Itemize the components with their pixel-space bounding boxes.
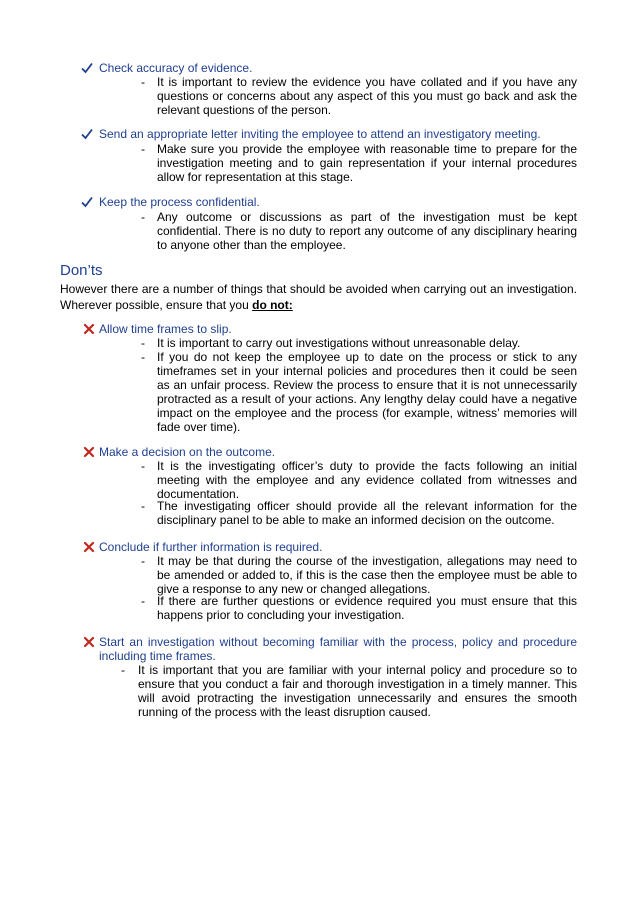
cross-mark-icon <box>83 323 95 335</box>
dont-item-point: If there are further questions or evidence required you must ensure that this happens prior to concluding your investigation. <box>157 594 577 622</box>
dont-item-title: Allow time frames to slip. <box>99 322 232 336</box>
dont-item-point: If you do not keep the employee up to date on the process or stick to any timeframes set in your internal policies and procedures then it could be seen as an unfair process. Review the process to ensure that it is not unnecessarily protracted as a result of your actions. Any lengthy delay could have a negative impact on the employee and the process (for example, witness’ memories will fade over time). <box>157 350 577 434</box>
dont-item-title: Make a decision on the outcome. <box>99 445 276 459</box>
dont-item-title: Conclude if further information is required. <box>99 540 323 554</box>
do-item-title: Check accuracy of evidence. <box>99 61 253 75</box>
do-item-title: Keep the process confidential. <box>99 195 260 209</box>
check-mark-icon <box>80 61 94 75</box>
do-item-point: Any outcome or discussions as part of the investigation must be kept confidential. There is no duty to report any outcome of any disciplinary hearing to anyone other than the employee. <box>157 210 577 252</box>
check-mark-icon <box>80 127 94 141</box>
dash-bullet: - <box>141 336 145 350</box>
donts-intro-emphasis: do not: <box>252 298 293 312</box>
dash-bullet: - <box>141 142 145 156</box>
dont-item-title: Start an investigation without becoming familiar with the process, policy and procedure including time frames. <box>99 635 577 663</box>
dash-bullet: - <box>141 554 145 568</box>
dash-bullet: - <box>141 594 145 608</box>
donts-intro: However there are a number of things that should be avoided when carrying out an investigation. Wherever possible, ensure that you do not: <box>60 282 577 312</box>
dash-bullet: - <box>141 210 145 224</box>
dash-bullet: - <box>141 75 145 89</box>
dont-item-point: It is important that you are familiar with your internal policy and procedure so to ensure that you conduct a fair and thorough investigation in a timely manner. This will avoid protracting the investigation unnecessarily and ensures the smooth running of the process with the least disruption caused. <box>138 663 577 719</box>
cross-mark-icon <box>83 446 95 458</box>
dash-bullet: - <box>141 350 145 364</box>
cross-mark-icon <box>83 636 95 648</box>
dash-bullet: - <box>141 499 145 513</box>
do-item-point: It is important to review the evidence you have collated and if you have any questions or concerns about any aspect of this you must go back and ask the relevant questions of the person. <box>157 75 577 117</box>
dash-bullet: - <box>141 459 145 473</box>
dont-item-point: It is the investigating officer’s duty to provide the facts following an initial meeting with the employee and any evidence collated from witnesses and documentation. <box>157 459 577 501</box>
check-mark-icon <box>80 195 94 209</box>
cross-mark-icon <box>83 541 95 553</box>
dash-bullet: - <box>121 663 125 677</box>
do-item-point: Make sure you provide the employee with reasonable time to prepare for the investigation meeting and to gain representation if your internal procedures allow for representation at this stage. <box>157 142 577 184</box>
dont-item-point: The investigating officer should provide all the relevant information for the disciplinary panel to be able to make an informed decision on the outcome. <box>157 499 577 527</box>
donts-heading: Don’ts <box>60 262 103 279</box>
dont-item-point: It may be that during the course of the investigation, allegations may need to be amended or added to, if this is the case then the employee must be able to give a response to any new or changed allegations. <box>157 554 577 596</box>
do-item-title: Send an appropriate letter inviting the employee to attend an investigatory meeting. <box>99 127 541 141</box>
dont-item-point: It is important to carry out investigations without unreasonable delay. <box>157 336 521 350</box>
